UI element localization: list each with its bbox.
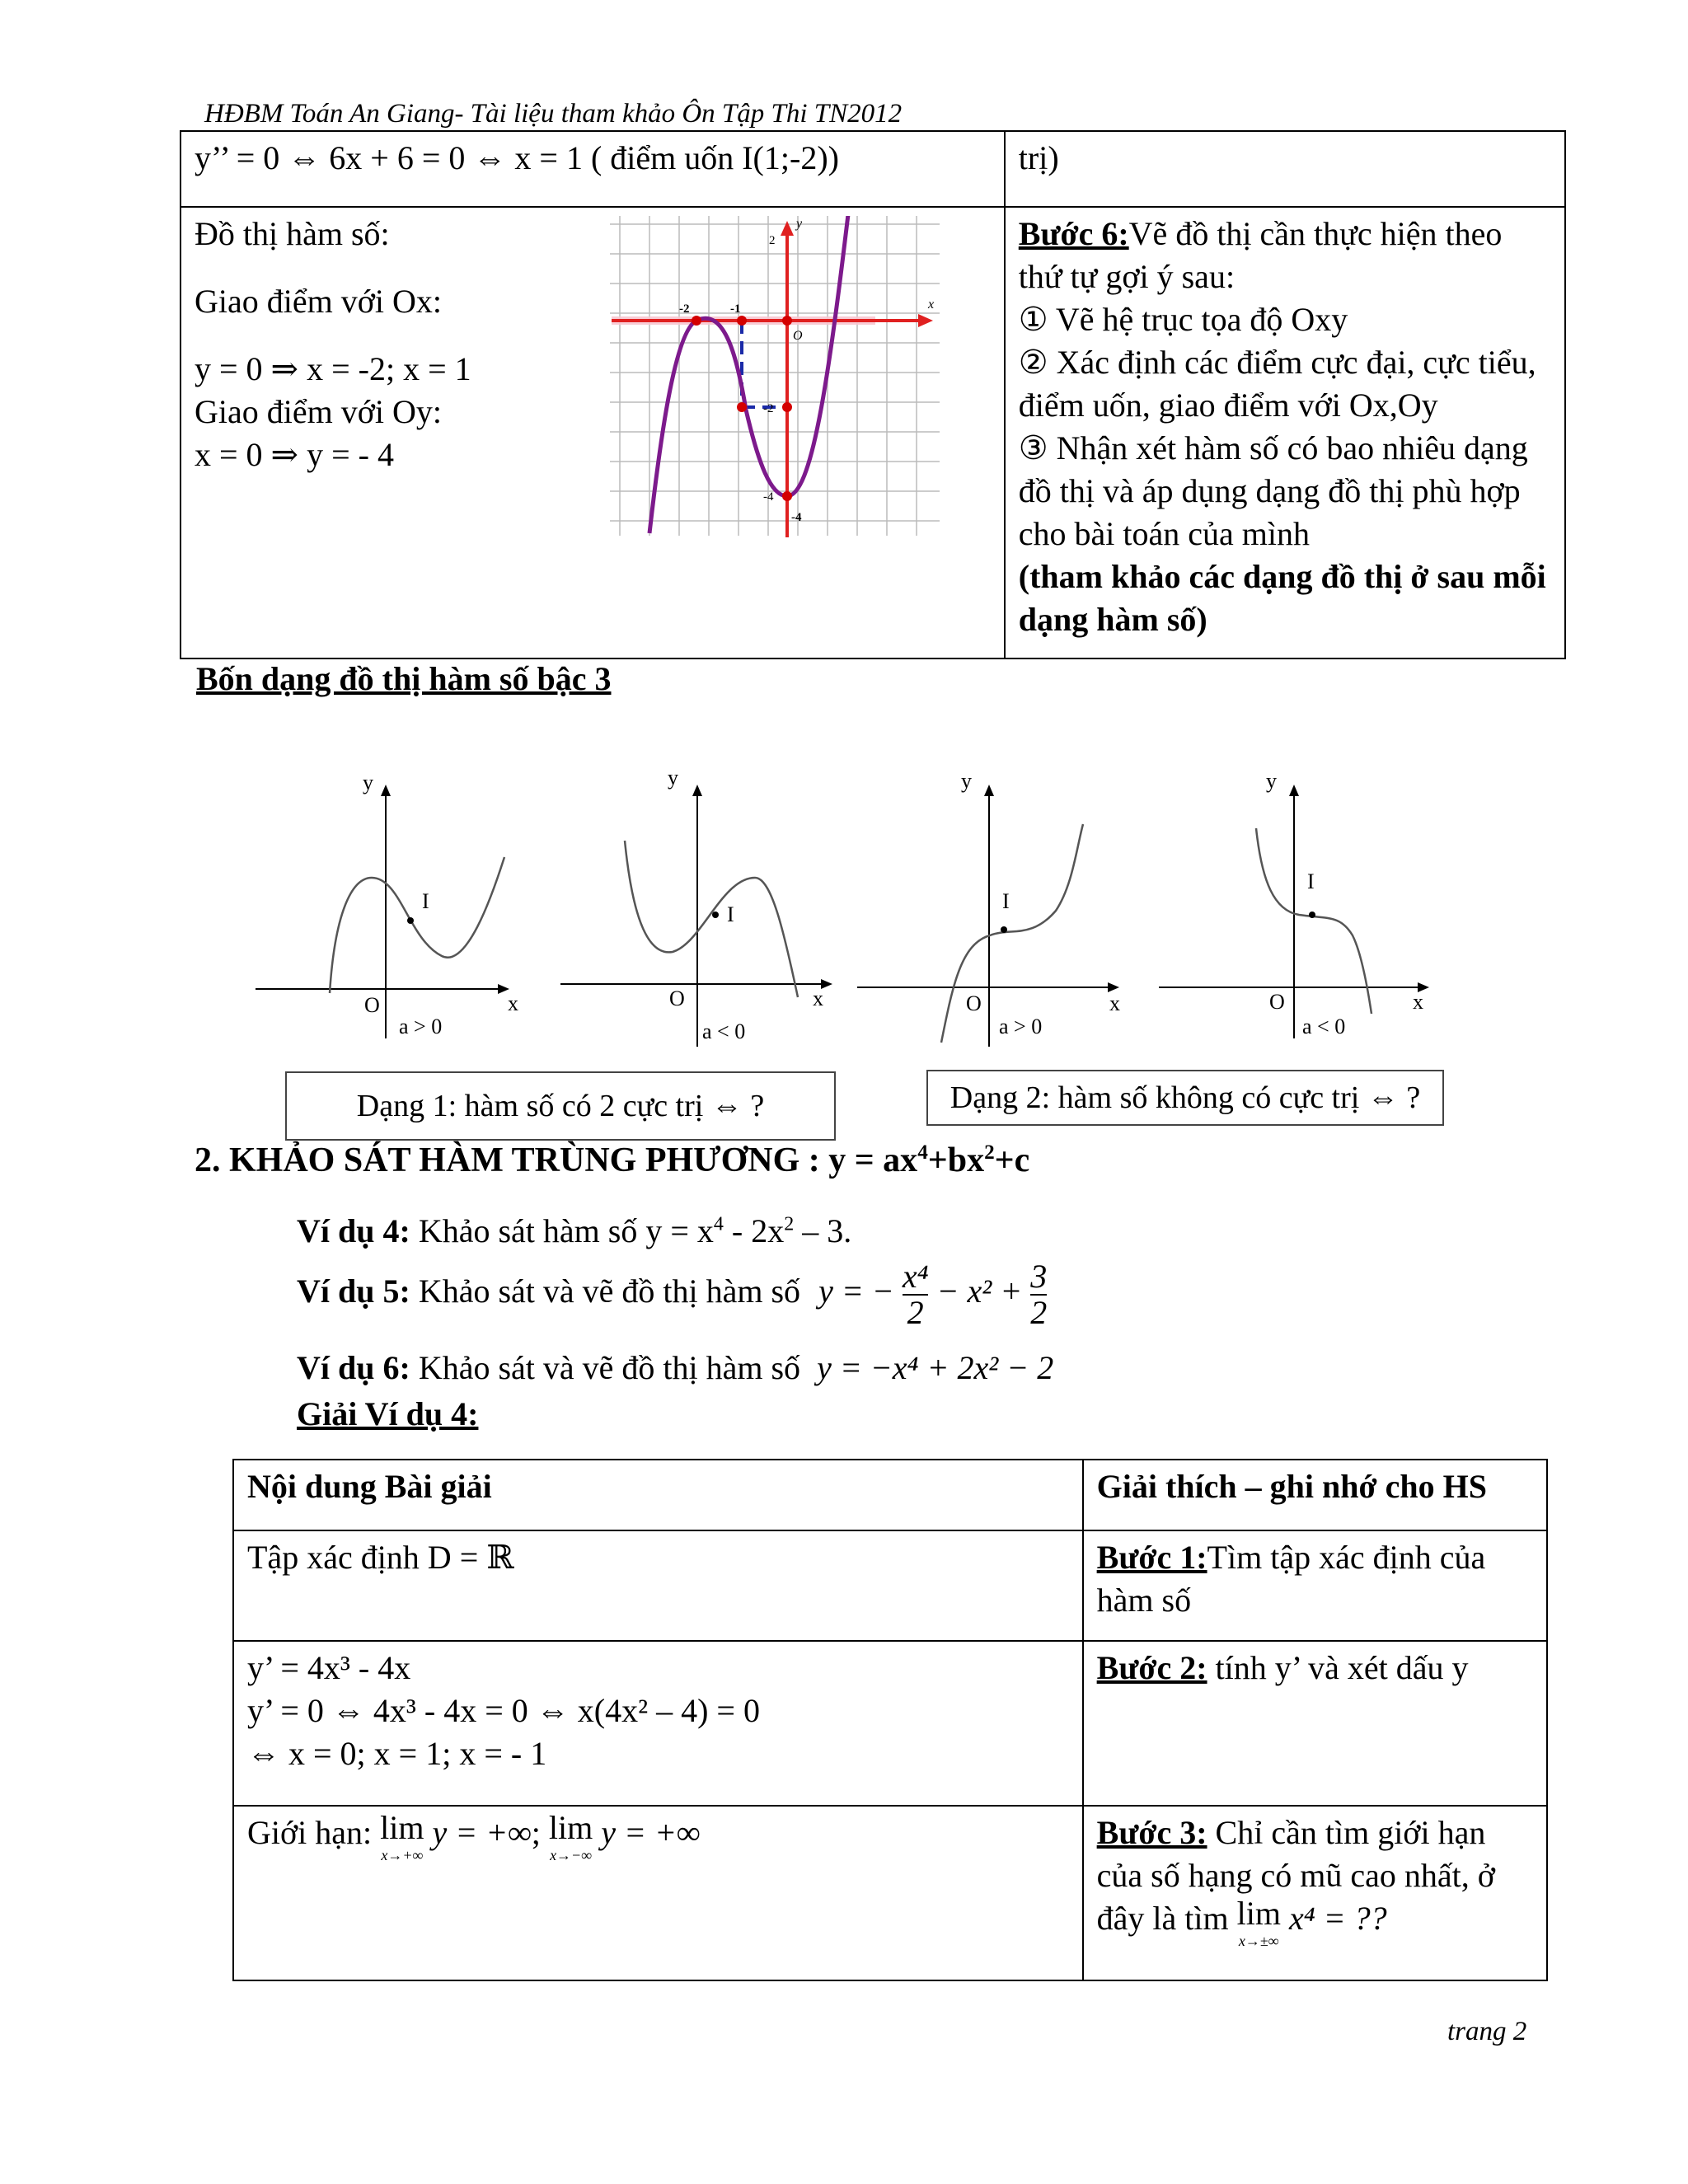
- derivative-line: ⇔ x = 0; x = 1; x = - 1: [247, 1735, 547, 1772]
- shape-type-2-box: Dạng 2: hàm số không có cực trị ⇔ ?: [926, 1070, 1444, 1126]
- section-2-heading: 2. KHẢO SÁT HÀM TRÙNG PHƯƠNG : $y = ax^4+bx^2+c$: [195, 1141, 1030, 1179]
- oy-intersect-label: Giao điểm với Oy:: [195, 393, 442, 430]
- solution-table-2: [232, 1459, 1548, 1981]
- graph-x-label: x: [928, 298, 935, 312]
- derivative-line: y’ = 4x³ - 4x: [247, 1649, 411, 1686]
- table-header-cell: Giải thích – ghi nhớ cho HS: [1083, 1460, 1547, 1530]
- shape-origin-label: O: [966, 991, 982, 1015]
- graph-tick-label: -4: [763, 490, 774, 504]
- table-cell: Bước 2: tính y’ và xét dấu y: [1083, 1641, 1547, 1806]
- list-item: ③ Nhận xét hàm số có bao nhiêu dạng đồ thị và áp dụng dạng đồ thị phù hợp cho bài toán của mình: [1018, 429, 1528, 552]
- shape-x-label: x: [813, 987, 823, 1010]
- shape-3-curve: [941, 824, 1083, 1043]
- cubic-graph: [610, 216, 948, 546]
- table-row: [233, 1530, 1547, 1641]
- oy-intersect-value: x = 0 ⇒ y = - 4: [195, 436, 394, 473]
- example-4: Ví dụ 4: Khảo sát hàm số $y = x^4 - 2x^2 - 3$.: [297, 1212, 852, 1249]
- table-cell: Giới hạn: lim x→+∞ y = +∞; lim x→−∞ y = +∞: [233, 1806, 1083, 1980]
- shape-type-1-box: Dạng 1: hàm số có 2 cực trị ⇔ ?: [285, 1071, 836, 1141]
- example-6: Ví dụ 6: Khảo sát và vẽ đồ thị hàm số y = −x⁴ + 2x² − 2: [297, 1349, 1054, 1386]
- inflection-text: y’’ = 0 ⇔ 6x + 6 = 0 ⇔ x = 1 ( điểm uốn I(1;-2)): [195, 139, 839, 176]
- note-text: trị): [1018, 139, 1059, 176]
- reference-note: (tham khảo các dạng đồ thị ở sau mỗi dạng hàm số): [1018, 558, 1546, 638]
- shape-y-label: y: [668, 766, 678, 790]
- shape-origin-label: O: [669, 987, 685, 1010]
- graph-y-label: y: [796, 217, 803, 231]
- table-cell: Bước 1:Tìm tập xác định của hàm số: [1083, 1530, 1547, 1641]
- table-cell: [1005, 131, 1565, 207]
- shape-y-label: y: [1266, 769, 1277, 793]
- solution-table-1: [180, 130, 1566, 659]
- graph-tick-label: -4: [791, 511, 802, 524]
- shape-2-curve: [625, 841, 798, 997]
- table-cell: Tập xác định D = ℝ: [233, 1530, 1083, 1641]
- limit-expression: lim x→+∞: [380, 1809, 424, 1863]
- step-text: Vẽ đồ thị cần thực hiện theo thứ tự gợi ý sau:: [1018, 215, 1503, 295]
- page-number: trang 2: [1447, 2017, 1527, 2046]
- shape-inflection-label: I: [1002, 889, 1010, 913]
- limit-expression: lim x→±∞: [1236, 1895, 1281, 1949]
- shape-condition: a > 0: [399, 1015, 443, 1038]
- shape-condition: a > 0: [999, 1015, 1043, 1038]
- shape-inflection-label: I: [727, 902, 734, 926]
- ox-intersect-value: y = 0 ⇒ x = -2; x = 1: [195, 350, 471, 387]
- graph-origin-label: O: [793, 329, 803, 343]
- page-header: HĐBM Toán An Giang- Tài liệu tham khảo Ôn Tập Thi TN2012: [204, 99, 903, 129]
- shape-4-curve: [1256, 828, 1372, 1014]
- shape-y-label: y: [961, 769, 972, 793]
- shape-x-label: x: [1109, 991, 1120, 1015]
- shape-y-label: y: [363, 771, 373, 794]
- table-row: [181, 131, 1565, 207]
- table-cell: [181, 207, 1005, 658]
- table-cell: [233, 1641, 1083, 1806]
- graph-heading: Đồ thị hàm số:: [195, 215, 390, 252]
- table-cell: [1005, 207, 1565, 658]
- graph-tick-label: -1: [730, 302, 741, 316]
- table-row: [233, 1806, 1547, 1980]
- section-title: Bốn dạng đồ thị hàm số bậc 3: [196, 660, 612, 697]
- table-row: [181, 207, 1565, 658]
- shape-x-label: x: [1413, 990, 1423, 1014]
- shape-condition: a < 0: [1302, 1015, 1346, 1038]
- shape-condition: a < 0: [702, 1019, 746, 1043]
- table-row: [233, 1460, 1547, 1530]
- table-cell: [181, 131, 1005, 207]
- limit-expression: lim x→−∞: [548, 1809, 593, 1863]
- table-cell: Bước 3: Chỉ cần tìm giới hạn của số hạng có mũ cao nhất, ở đây là tìm lim x→±∞ x⁴ = ??: [1083, 1806, 1547, 1980]
- shape-x-label: x: [508, 991, 518, 1015]
- shape-inflection-label: I: [422, 889, 429, 913]
- graph-tick-label: -2: [679, 302, 690, 316]
- list-item: ② Xác định các điểm cực đại, cực tiểu, điểm uốn, giao điểm với Ox,Oy: [1018, 344, 1536, 424]
- table-row: [233, 1641, 1547, 1806]
- derivative-line: y’ = 0 ⇔ 4x³ - 4x = 0 ⇔ x(4x² – 4) = 0: [247, 1692, 760, 1729]
- list-item: ① Vẽ hệ trục tọa độ Oxy: [1018, 301, 1348, 338]
- graph-tick-label: -2: [763, 402, 774, 415]
- example-5: Ví dụ 5: Khảo sát và vẽ đồ thị hàm số y = − $\frac{\text{x⁴}}{2}$ − x² + $\frac{3}{2}$: [297, 1258, 1048, 1331]
- cubic-shapes-figure: [252, 766, 1447, 1063]
- shape-origin-label: O: [364, 993, 380, 1017]
- shape-inflection-label: I: [1307, 869, 1315, 893]
- solution-heading: Giải Ví dụ 4:: [297, 1395, 479, 1432]
- step-label: Bước 6:: [1018, 215, 1129, 252]
- table-header-cell: Nội dung Bài giải: [233, 1460, 1083, 1530]
- shape-origin-label: O: [1269, 990, 1285, 1014]
- ox-intersect-label: Giao điểm với Ox:: [195, 283, 442, 320]
- shape-1-curve: [330, 857, 504, 993]
- example-5-formula: y = − $\frac{\text{x⁴}}{2}$ − x² + $\frac{3}{2}$: [818, 1258, 1048, 1331]
- graph-tick-label: 2: [769, 234, 776, 247]
